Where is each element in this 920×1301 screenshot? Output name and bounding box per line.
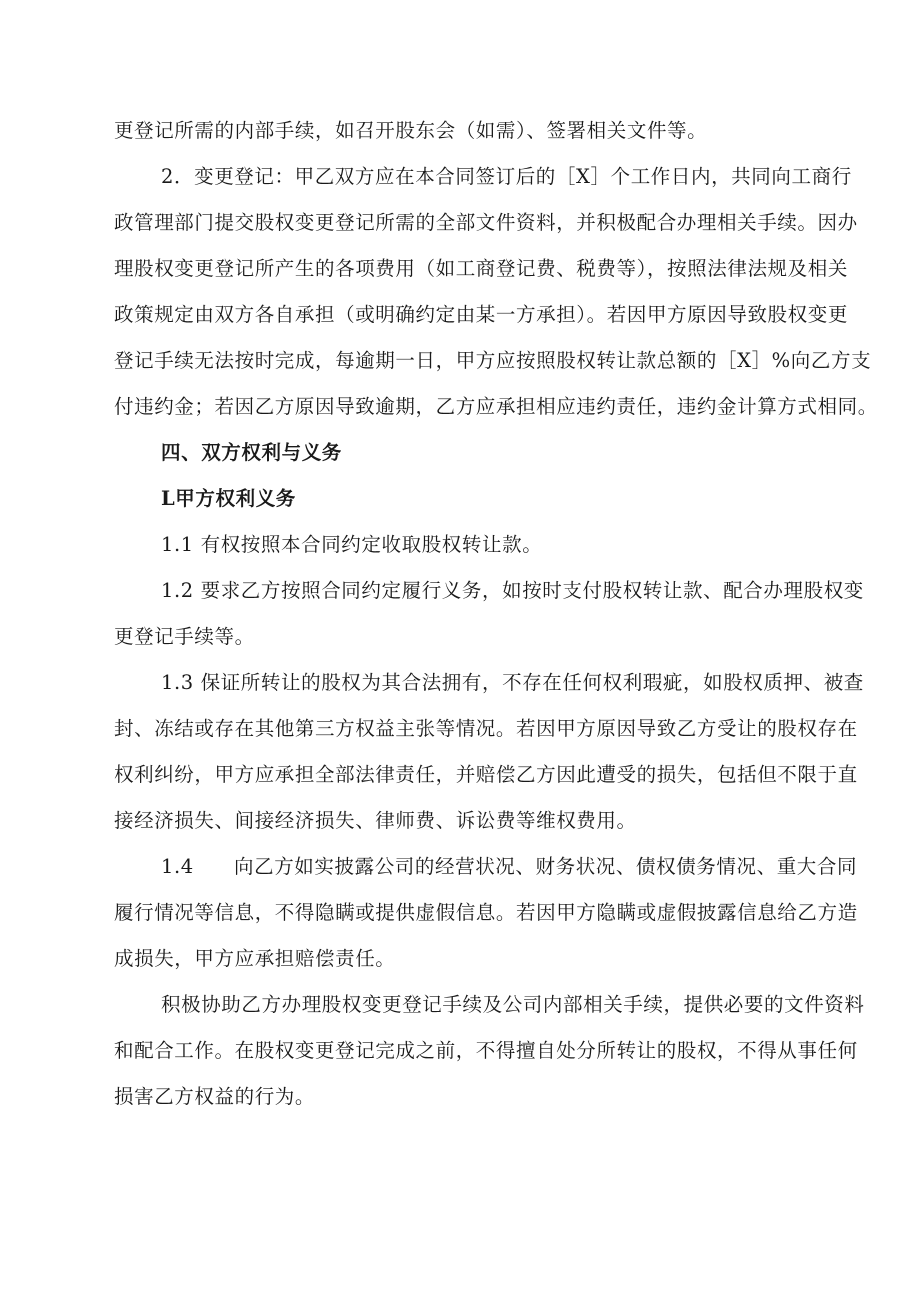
subsection-heading-party-a [114,476,814,522]
text-line: 2．变更登记：甲乙双方应在本合同签订后的［X］个工作日内，共同向工商行 [161,165,852,188]
text-line: 理股权变更登记所产生的各项费用（如工商登记费、税费等），按照法律法规及相关 [114,257,848,280]
text-line: 登记手续无法按时完成，每逾期一日，甲方应按照股权转让款总额的［X］%向乙方支 [114,349,872,372]
paragraph-change-registration [114,154,878,430]
paragraph-continuation [114,108,814,154]
section-heading-rights-obligations [114,430,814,476]
text-line: 1.3 保证所转让的股权为其合法拥有，不存在任何权利瑕疵，如股权质押、被查 [161,671,864,694]
heading-text: 四、双方权利与义务 [161,441,342,464]
document-page [114,108,878,1120]
text-line: 1.1 有权按照本合同约定收取股权转让款。 [161,533,543,556]
text-line: 1.2 要求乙方按照合同约定履行义务，如按时支付股权转让款、配合办理股权变 [161,579,864,602]
text-line: 和配合工作。在股权变更登记完成之前，不得擅自处分所转让的股权，不得从事任何 [114,1039,858,1062]
clause-1-1 [114,522,814,568]
text-line: 接经济损失、间接经济损失、律师费、诉讼费等维权费用。 [114,809,637,832]
clause-1-2 [114,568,864,660]
text-line: 损害乙方权益的行为。 [114,1085,316,1108]
text-line: 付违约金；若因乙方原因导致逾期，乙方应承担相应违约责任，违约金计算方式相同。 [114,395,878,418]
text-line: 成损失，甲方应承担赔偿责任。 [114,947,396,970]
text-line: 政管理部门提交股权变更登记所需的全部文件资料，并积极配合办理相关手续。因办 [114,211,858,234]
text-line: 更登记所需的内部手续，如召开股东会（如需）、签署相关文件等。 [114,119,708,142]
text-line: 更登记手续等。 [114,625,255,648]
text-line: 履行情况等信息，不得隐瞒或提供虚假信息。若因甲方隐瞒或虚假披露信息给乙方造 [114,901,858,924]
text-line: 权利纠纷，甲方应承担全部法律责任，并赔偿乙方因此遭受的损失，包括但不限于直 [114,763,858,786]
text-line: 积极协助乙方办理股权变更登记手续及公司内部相关手续，提供必要的文件资料 [161,993,865,1016]
text-line: 封、冻结或存在其他第三方权益主张等情况。若因甲方原因导致乙方受让的股权存在 [114,717,858,740]
clause-1-5 [114,982,865,1120]
text-line: 1.4 向乙方如实披露公司的经营状况、财务状况、债权债务情况、重大合同 [161,855,858,878]
text-line: 政策规定由双方各自承担（或明确约定由某一方承担）。若因甲方原因导致股权变更 [114,303,848,326]
clause-1-4 [114,844,858,982]
heading-text: L甲方权利义务 [161,487,296,510]
clause-1-3 [114,660,864,844]
